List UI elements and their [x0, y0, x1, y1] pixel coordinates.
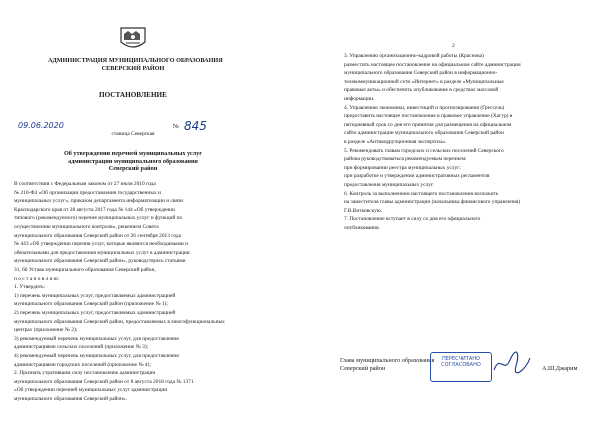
text-line: района руководствоваться рекомендуемым перечнем:: [344, 156, 467, 163]
text-line: администрации муниципального образования: [68, 157, 198, 165]
text-line: В соответствии с Федеральным законом от 27 июля 2010 года: [14, 181, 156, 187]
text-line: 7. Постановление вступает в силу со дня его официального: [344, 216, 481, 223]
text-line: 1. Утвердить:: [14, 284, 46, 291]
signature-title-line2: Северский район: [340, 365, 386, 372]
date-handwritten: 09.06.2020: [18, 121, 64, 130]
text-line: разместить настоящее постановление на официальном сайте администрации: [344, 61, 521, 68]
org-name-line1: АДМИНИСТРАЦИЯ МУНИЦИПАЛЬНОГО ОБРАЗОВАНИЯ: [48, 57, 223, 64]
text-line: № 210-ФЗ «Об организации предоставления государственных и: [14, 189, 161, 196]
text-line: Г.В.Витковскую.: [344, 207, 383, 214]
handwritten-signature-icon: [492, 350, 532, 376]
text-line: 6. Контроль за выполнением настоящего постановления возложить: [344, 190, 499, 197]
text-line: муниципального образования Северский район от 26 сентября 2013 года: [14, 232, 181, 239]
text-line: 2. Признать утратившим силу постановление администрации: [14, 370, 156, 377]
text-line: пятидневный срок со дня его принятия для размещения на официальном: [344, 121, 512, 128]
approval-stamp: ПЕРЕСЧИТАНО СОГЛАСОВАНО: [430, 352, 492, 382]
signature-title-line1: Глава муниципального образования: [340, 357, 435, 364]
text-line: центрах (приложение № 2);: [14, 327, 78, 334]
text-line: предоставить настоящее постановление в правовое управление (Хагур) в: [344, 113, 513, 120]
text-line: 4) рекомендуемый перечень муниципальных услуг, для предоставления: [14, 353, 179, 359]
text-line: Об утверждении перечней муниципальных услуг: [63, 150, 203, 157]
text-line: муниципального образования Северский район (приложение № 1);: [14, 301, 168, 308]
text-line: 5. Рекомендовать главам городских и сельских поселений Северского: [344, 147, 504, 154]
text-line: Северский район: [108, 165, 158, 173]
text-line: муниципальных услуг», приказом департамента информатизации и связи: [14, 198, 183, 205]
org-name-line2: СЕВЕРСКИЙ РАЙОН: [101, 65, 165, 72]
text-line: сайте администрации муниципального образования Северский район: [344, 130, 504, 137]
text-line: муниципального образования Северский район».: [14, 396, 127, 402]
text-line: № 443 «Об утверждении перечня услуг, которые являются необходимыми и: [14, 241, 188, 248]
text-line: типового (рекомендуемого) перечня муниципальных услуг и функций по: [14, 215, 183, 222]
text-line: в разделе «Антикоррупционная экспертиза».: [344, 139, 447, 145]
number-handwritten: 845: [184, 119, 207, 133]
coat-of-arms-icon: [118, 24, 148, 52]
text-line: п о с т а н о в л я ю:: [14, 275, 60, 282]
text-line: 4. Управлению экономики, инвестиций и прогнозирования (Грессель): [344, 104, 505, 111]
text-line: на заместителя главы администрации (начальника финансового управления): [344, 199, 521, 206]
text-line: информации.: [344, 96, 375, 102]
text-line: обязательными для предоставления муниципальных услуг в администрации: [14, 249, 190, 256]
text-line: муниципального образования Северский район», руководствуясь статьями: [14, 258, 186, 265]
signatory-name: А.Ш.Джарим: [542, 365, 578, 372]
text-line: муниципального образования Северский район, предоставляемых в многофункциональных: [14, 318, 225, 325]
number-prefix: №: [173, 123, 179, 130]
text-line: опубликования.: [344, 225, 380, 231]
text-line: при формировании реестра муниципальных услуг;: [344, 164, 461, 171]
text-line: муниципального образования Северский район от 8 августа 2018 года № 1371: [14, 378, 194, 385]
text-line: предоставления муниципальных услуг.: [344, 182, 434, 188]
text-line: администрациями городских поселений (приложение № 4);: [14, 361, 151, 368]
text-line: Краснодарского края от 28 августа 2017 года № 144 «Об утверждении: [14, 206, 175, 213]
text-line: правовые акты» и обеспечить опубликование в средствах массовой: [344, 87, 499, 94]
doc-type: ПОСТАНОВЛЕНИЕ: [99, 91, 167, 99]
text-line: телекоммуникационной сети «Интернет» в разделе «Муниципальные: [344, 78, 504, 85]
text-line: «Об утверждении перечней муниципальных услуг администрации: [14, 387, 168, 394]
text-line: 1) перечень муниципальных услуг, предоставляемых администрацией: [14, 292, 176, 299]
text-line: 3) рекомендуемый перечень муниципальных услуг, для предоставления: [14, 335, 179, 342]
page-number: 2: [452, 43, 455, 49]
text-line: осуществлению муниципального контроля», решением Совета: [14, 224, 159, 230]
place: станица Северская: [111, 131, 155, 137]
text-line: администрациями сельских поселений (приложение № 3);: [14, 344, 149, 351]
text-line: муниципального образования Северский район в информационно-: [344, 70, 498, 77]
text-line: 31, 66 Устава муниципального образования Северский район,: [14, 267, 156, 273]
text-line: при разработке и утверждении административных регламентов: [344, 173, 490, 180]
text-line: 3. Управлению организационно-кадровой работы (Краснова): [344, 53, 484, 59]
text-line: 2) перечень муниципальных услуг, предоставляемых администрацией: [14, 310, 176, 316]
